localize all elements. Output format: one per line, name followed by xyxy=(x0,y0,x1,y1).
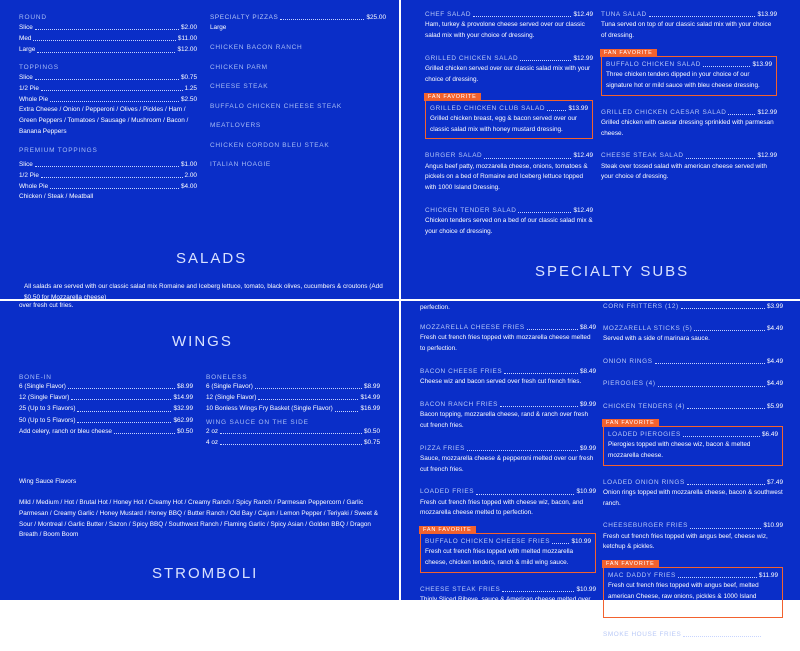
price-row xyxy=(19,159,197,170)
price-leader xyxy=(694,330,765,331)
item-name: CHICKEN TENDER SALAD xyxy=(425,206,517,214)
fan-favorite-badge: FAN FAVORITE xyxy=(419,526,476,534)
item-price: $12.99 xyxy=(757,152,777,160)
fries-panel xyxy=(401,301,800,638)
item-price: $8.99 xyxy=(177,383,193,390)
price-leader xyxy=(687,484,765,485)
item-name: Whole Pie xyxy=(19,96,49,104)
item-price: $0.75 xyxy=(181,73,197,81)
menu-item xyxy=(425,53,593,86)
item-description: Pierogies topped with cheese wiz, bacon & melted mozzarella cheese. xyxy=(608,441,751,459)
item-name: 6 (Single Flavor) xyxy=(19,383,66,390)
item-price: $12.99 xyxy=(573,54,593,62)
item-name: ONION RINGS xyxy=(603,358,653,366)
item-name: 50 (Up to 5 Flavors) xyxy=(19,416,76,424)
wings-top-text: over fresh cut fries. xyxy=(19,302,74,309)
item-price: $13.99 xyxy=(752,60,772,68)
price-row xyxy=(19,44,197,55)
salads-right-column xyxy=(601,9,777,194)
item-description: Grilled chicken served over our classic salad mix with your choice of dressing. xyxy=(425,65,591,83)
price-leader xyxy=(41,90,183,91)
item-name: LOADED PIEROGIES xyxy=(608,430,681,438)
item-price: $13.99 xyxy=(757,11,777,18)
fan-favorite-box xyxy=(420,527,596,573)
price-leader xyxy=(37,52,175,53)
specialty-pizza-item: CHICKEN PARM xyxy=(210,63,268,71)
price-leader xyxy=(114,433,175,434)
item-description: Fresh cut french fries topped with angus beef, cheese wiz, ketchup & pickles. xyxy=(603,532,768,551)
price-row xyxy=(19,83,197,94)
item-name: CHEF SALAD xyxy=(425,11,472,18)
price-leader xyxy=(35,29,179,30)
premium-options: Chicken / Steak / Meatball xyxy=(19,193,94,201)
item-name: BUFFALO CHICKEN CHEESE FRIES xyxy=(425,538,551,546)
menu-item xyxy=(601,49,777,96)
round-heading: ROUND xyxy=(19,14,47,21)
price-leader xyxy=(649,16,756,17)
item-price: $12.99 xyxy=(757,108,777,116)
price-row xyxy=(206,381,380,392)
price-row xyxy=(425,150,593,161)
specialty-pizza-column xyxy=(210,12,386,175)
price-leader xyxy=(33,40,175,41)
price-leader xyxy=(68,388,175,389)
price-row xyxy=(425,205,593,216)
menu-item xyxy=(601,9,777,42)
menu-item xyxy=(420,399,596,432)
item-name: 6 (Single Flavor) xyxy=(206,383,253,390)
menu-item xyxy=(603,477,783,510)
item-name: GRILLED CHICKEN CLUB SALAD xyxy=(430,104,546,112)
price-leader xyxy=(520,60,571,61)
price-leader xyxy=(35,166,179,167)
menu-item xyxy=(425,205,593,238)
price-leader xyxy=(335,411,359,412)
item-price: $62.99 xyxy=(173,416,193,424)
specialty-subs-title: SPECIALTY SUBS xyxy=(535,263,690,280)
price-row xyxy=(19,33,197,44)
price-leader xyxy=(41,177,183,178)
price-row xyxy=(206,437,380,448)
item-price: $10.99 xyxy=(763,630,783,638)
item-name: PIZZA FRIES xyxy=(420,444,465,452)
menu-item xyxy=(603,356,783,367)
salads-left-column xyxy=(425,9,593,249)
item-description: Fresh cut french fries topped with cheese wiz, bacon, and mozzarella cheese melted to perfection. xyxy=(420,498,584,517)
price-row xyxy=(425,536,591,547)
item-name: CHEESEBURGER FRIES xyxy=(603,522,689,530)
item-description: Angus beef patty, mozzarella cheese, onions, tomatoes & pickels on a bed of Romaine and Iceberg lettuce topped with 1000 Island Dressing. xyxy=(425,162,588,192)
item-description: Grilled chicken breast, egg & bacon served over our classic salad mix with honey mustard dressing. xyxy=(430,114,578,133)
menu-item xyxy=(603,301,783,312)
menu-item xyxy=(420,322,596,355)
specialty-pizza-item: ITALIAN HOAGIE xyxy=(210,161,271,168)
item-name: GRILLED CHICKEN SALAD xyxy=(425,54,519,62)
item-price: $0.75 xyxy=(364,438,380,446)
price-leader xyxy=(467,450,578,451)
item-name: CHEESE STEAK FRIES xyxy=(420,585,501,593)
item-name: 10 Bonless Wings Fry Basket (Single Flavor) xyxy=(206,405,333,413)
item-name: CORN FRITTERS (12) xyxy=(603,303,679,310)
price-leader xyxy=(50,101,179,102)
price-row xyxy=(603,629,783,640)
item-description: Served with a side of marinara sauce. xyxy=(603,335,710,343)
item-name: Slice xyxy=(19,73,33,81)
item-description: Onion rings topped with mozzarella cheese, bacon & southwest ranch. xyxy=(603,488,783,507)
item-name: MOZZARELLA STICKS (5) xyxy=(603,325,693,333)
price-leader xyxy=(77,411,171,412)
item-name: SMOKE HOUSE FRIES xyxy=(603,630,682,638)
fan-favorite-badge: FAN FAVORITE xyxy=(602,560,659,568)
item-price: $14.99 xyxy=(173,394,193,402)
item-price: $10.99 xyxy=(576,585,596,593)
bone-in-column xyxy=(19,374,193,437)
price-leader xyxy=(220,433,362,434)
price-row xyxy=(19,94,197,105)
boneless-price-list xyxy=(206,381,380,415)
item-description: Tuna served on top of our classic salad mix with your choice of dressing. xyxy=(601,21,772,39)
price-row xyxy=(19,403,193,414)
menu-item xyxy=(420,527,596,573)
item-name: BACON CHEESE FRIES xyxy=(420,367,503,375)
item-name: Large xyxy=(19,46,36,54)
price-row xyxy=(603,378,783,389)
item-description: Bacon topping, mozzarella cheese, rand & ranch over fresh cut french fries. xyxy=(420,411,589,429)
item-price: $12.49 xyxy=(573,11,593,18)
item-price: $12.49 xyxy=(573,206,593,214)
menu-item xyxy=(603,401,783,412)
price-leader xyxy=(77,422,171,423)
price-leader xyxy=(504,373,578,374)
price-leader xyxy=(678,577,757,578)
item-name: Slice xyxy=(19,24,33,31)
wing-sauce-price-list xyxy=(206,426,380,448)
menu-item xyxy=(420,486,596,519)
item-description: Fresh cut french fries topped with melted mozzarella cheese, chicken tenders, ranch & mild wing sauce. xyxy=(425,548,574,567)
item-name: Whole Pie xyxy=(19,183,49,191)
item-name: MOZZARELLA CHEESE FRIES xyxy=(420,324,525,331)
price-leader xyxy=(527,329,578,330)
wing-flavors-heading: Wing Sauce Flavors xyxy=(19,478,77,485)
specialty-size: Large xyxy=(210,24,227,32)
price-leader xyxy=(255,388,362,389)
item-price: $9.99 xyxy=(580,400,596,408)
item-price: 1.25 xyxy=(184,84,197,92)
specialty-pizza-item: BUFFALO CHICKEN CHEESE STEAK xyxy=(210,102,342,110)
price-leader xyxy=(71,399,171,400)
item-price: $13.99 xyxy=(568,104,588,112)
specialty-pizza-item: MEATLOVERS xyxy=(210,122,261,129)
menu-item xyxy=(603,561,783,618)
item-description: Steak over tossed salad with american cheese served with your choice of dressing. xyxy=(601,162,767,181)
menu-item xyxy=(420,584,596,617)
price-leader xyxy=(703,66,750,67)
fan-favorite-box xyxy=(603,561,783,618)
salads-note: All salads are served with our classic salad mix Romaine and Iceberg lettuce, tomato, black olives, cucumbers & croutons (Add $0.50 for Mozzarella cheese) xyxy=(24,283,383,301)
wings-title: WINGS xyxy=(172,333,233,350)
specialty-pizzas-price: $25.00 xyxy=(366,14,386,21)
item-price: $32.99 xyxy=(173,405,193,413)
item-name: 2 oz xyxy=(206,427,219,435)
price-leader xyxy=(258,399,358,400)
item-description: Fresh cut french fries topped with mozzarella cheese melted to perfection. xyxy=(420,334,591,352)
item-name: 1/2 Pie xyxy=(19,84,39,92)
item-price: $3.99 xyxy=(767,303,783,310)
price-row xyxy=(603,477,783,488)
item-name: Med xyxy=(19,35,32,43)
salads-panel xyxy=(401,0,800,299)
price-row xyxy=(608,570,778,581)
item-description: Chicken tenders served on a bed of our classic salad mix & your choice of dressing. xyxy=(425,217,593,235)
price-leader xyxy=(690,528,761,529)
price-leader xyxy=(681,308,765,309)
boneless-column xyxy=(206,374,380,448)
menu-item xyxy=(603,378,783,389)
specialty-pizzas-label: SPECIALTY PIZZAS xyxy=(210,14,279,21)
round-price-list xyxy=(19,22,197,56)
item-price: $10.99 xyxy=(576,488,596,496)
price-row xyxy=(430,103,588,114)
price-row xyxy=(425,9,593,20)
price-row xyxy=(420,443,596,454)
item-price: $2.00 xyxy=(181,24,197,31)
item-price: $7.49 xyxy=(767,478,783,486)
item-name: TUNA SALAD xyxy=(601,11,647,18)
item-price: $0.50 xyxy=(364,427,380,435)
toppings-heading: TOPPINGS xyxy=(19,63,59,71)
price-leader xyxy=(500,406,578,407)
item-name: GRILLED CHICKEN CAESAR SALAD xyxy=(601,108,727,116)
price-leader xyxy=(518,212,571,213)
price-row xyxy=(603,323,783,334)
item-name: PIEROGIES (4) xyxy=(603,380,656,388)
item-description: Three chicken tenders dipped in your choice of our signature hot or mild sauce with bleu cheese dressing. xyxy=(606,71,760,89)
price-row xyxy=(608,429,778,440)
item-price: $16.99 xyxy=(360,405,380,413)
item-price: $6.49 xyxy=(762,430,778,438)
bone-in-price-list xyxy=(19,381,193,437)
item-price: $1.00 xyxy=(181,160,197,168)
item-price: $8.49 xyxy=(580,324,596,331)
price-row xyxy=(420,322,596,333)
item-name: 25 (Up to 3 Flavors) xyxy=(19,405,76,413)
price-leader xyxy=(683,636,761,637)
item-name: 12 (Single Flavor) xyxy=(19,394,70,402)
price-leader xyxy=(552,543,569,544)
item-name: LOADED FRIES xyxy=(420,488,475,496)
wing-sauce-heading: WING SAUCE ON THE SIDE xyxy=(206,418,309,426)
item-price: $12.49 xyxy=(573,152,593,160)
menu-item xyxy=(425,150,593,194)
specialty-pizzas-header xyxy=(210,12,386,23)
price-row xyxy=(603,301,783,312)
price-leader xyxy=(658,386,765,387)
price-leader xyxy=(220,444,362,445)
price-row xyxy=(601,150,777,161)
specialty-pizza-item: CHEESE STEAK xyxy=(210,83,269,90)
price-leader xyxy=(683,436,760,437)
price-leader xyxy=(687,408,765,409)
item-price: $0.50 xyxy=(177,427,193,435)
price-leader xyxy=(484,158,571,159)
item-price: $4.00 xyxy=(181,183,197,191)
item-price: $4.49 xyxy=(767,358,783,366)
price-leader xyxy=(280,19,364,20)
pizza-panel xyxy=(0,0,399,299)
specialty-pizza-item: CHICKEN BACON RANCH xyxy=(210,44,303,51)
item-price: $11.00 xyxy=(177,35,197,43)
price-row xyxy=(19,381,193,392)
item-name: BUFFALO CHICKEN SALAD xyxy=(606,60,701,68)
item-description: Ham, turkey & provolone cheese served over our classic salad mix with your choice of dressing. xyxy=(425,21,585,39)
item-name: Add celery, ranch or bleu cheese xyxy=(19,427,112,435)
price-leader xyxy=(476,494,574,495)
price-leader xyxy=(655,363,765,364)
item-description: Thinly Sliced Ribeye, sauce & American cheese melted over fresh cut french fries. xyxy=(420,596,591,614)
item-price: $4.49 xyxy=(767,380,783,388)
item-name: 1/2 Pie xyxy=(19,171,39,179)
fan-favorite-box xyxy=(425,93,593,140)
price-row xyxy=(19,170,197,181)
item-price: $11.99 xyxy=(758,572,778,580)
item-name: BURGER SALAD xyxy=(425,152,483,160)
wings-panel xyxy=(0,301,399,600)
item-price: $5.99 xyxy=(767,402,783,410)
menu-item xyxy=(603,419,783,466)
toppings-options: Extra Cheese / Onion / Pepperoni / Olives / Pickles / Ham / Green Peppers / Tomatoes / Sausage / Mushroom / Bacon / Banana Peppers xyxy=(19,106,189,135)
fan-favorite-box xyxy=(601,49,777,96)
item-name: MAC DADDY FRIES xyxy=(608,572,676,580)
wing-flavors-list: Mild / Medium / Hot / Brutal Hot / Honey Hot / Creamy Hot / Creamy Ranch / Spicy Ranch / Parmesan Peppercorn / Garlic Parmesan / Creamy Garlic / Honey Mustard / Honey BBQ / Butter Ranch / Old Bay / Cajun / Lemon Pepper / Teriyaki / Sweet & Sour / Montreal / Garlic Butter / Sazon / Spicy BBQ / Southwest Ranch / Flaming Garlic / Spicy Asian / Golden BBQ / Dragon Breath / Boom Boom xyxy=(19,499,378,539)
item-description: Cheese wiz and bacon served over fresh cut french fries. xyxy=(420,378,582,385)
price-row xyxy=(606,59,772,70)
menu-item xyxy=(603,520,783,553)
fries-left-column xyxy=(420,322,596,628)
item-name: CHEESE STEAK SALAD xyxy=(601,152,684,160)
menu-item xyxy=(425,93,593,140)
menu-item xyxy=(420,366,596,388)
price-leader xyxy=(502,591,574,592)
toppings-price-list xyxy=(19,72,197,106)
item-price: $2.50 xyxy=(181,96,197,104)
item-price: $8.99 xyxy=(364,383,380,390)
fan-favorite-badge: FAN FAVORITE xyxy=(600,49,657,57)
price-row xyxy=(19,181,197,192)
item-price: $9.99 xyxy=(580,444,596,452)
item-description: Grilled chicken with caesar dressing sprinkled with parmesan cheese. xyxy=(601,118,774,137)
price-row xyxy=(206,426,380,437)
menu-item xyxy=(603,629,783,640)
price-row xyxy=(603,356,783,367)
bone-in-heading: BONE-IN xyxy=(19,374,52,381)
item-price: $4.49 xyxy=(767,325,783,333)
price-row xyxy=(601,107,777,118)
premium-toppings-heading: PREMIUM TOPPINGS xyxy=(19,146,98,154)
item-price: $14.99 xyxy=(360,394,380,402)
premium-price-list xyxy=(19,159,197,193)
menu-item xyxy=(425,9,593,42)
item-name: CHICKEN TENDERS (4) xyxy=(603,402,685,410)
price-row xyxy=(19,426,193,437)
menu-item xyxy=(603,323,783,345)
item-name: Slice xyxy=(19,160,33,168)
price-leader xyxy=(547,110,566,111)
item-name: LOADED ONION RINGS xyxy=(603,478,685,486)
price-row xyxy=(206,403,380,414)
item-name: 4 oz xyxy=(206,438,219,446)
menu-item xyxy=(601,107,777,140)
item-price: 2.00 xyxy=(184,171,197,179)
price-row xyxy=(19,392,193,403)
item-price: $10.99 xyxy=(763,522,783,530)
fan-favorite-box xyxy=(603,419,783,466)
salads-title: SALADS xyxy=(176,250,248,267)
item-description: Fresh cut french fries topped with angus beef, melted american Cheese, raw onions, pickles & 1000 Island dressing. xyxy=(608,582,759,611)
menu-item xyxy=(420,443,596,476)
boneless-heading: BONELESS xyxy=(206,374,248,381)
menu-item xyxy=(601,150,777,183)
price-leader xyxy=(35,79,179,80)
specialty-pizza-list xyxy=(210,38,386,175)
price-row xyxy=(425,53,593,64)
price-leader xyxy=(50,188,179,189)
stromboli-title: STROMBOLI xyxy=(152,565,259,582)
fries-right-column xyxy=(603,301,783,651)
specialty-pizza-item: CHICKEN CORDON BLEU STEAK xyxy=(210,141,330,149)
price-row xyxy=(420,584,596,595)
price-row xyxy=(19,22,197,33)
item-name: BACON RANCH FRIES xyxy=(420,400,499,408)
price-row xyxy=(19,72,197,83)
price-leader xyxy=(473,16,571,17)
item-description: Sauce, mozzarella cheese & pepperoni melted over our fresh cut french fries. xyxy=(420,454,594,473)
price-row xyxy=(603,520,783,531)
price-row xyxy=(420,399,596,410)
price-leader xyxy=(728,114,755,115)
price-row xyxy=(603,401,783,412)
item-price: $10.99 xyxy=(571,538,591,546)
fan-favorite-badge: FAN FAVORITE xyxy=(602,419,659,427)
item-name: 12 (Single Flavor) xyxy=(206,394,257,402)
price-row xyxy=(420,366,596,377)
price-row xyxy=(601,9,777,20)
price-row xyxy=(19,415,193,426)
price-leader xyxy=(686,158,756,159)
fan-favorite-badge: FAN FAVORITE xyxy=(424,93,481,101)
pizza-left-column xyxy=(19,14,197,203)
price-row xyxy=(206,392,380,403)
fries-top-text: perfection. xyxy=(420,304,450,311)
item-price: $8.49 xyxy=(580,367,596,375)
price-row xyxy=(420,486,596,497)
item-price: $12.00 xyxy=(177,46,197,54)
